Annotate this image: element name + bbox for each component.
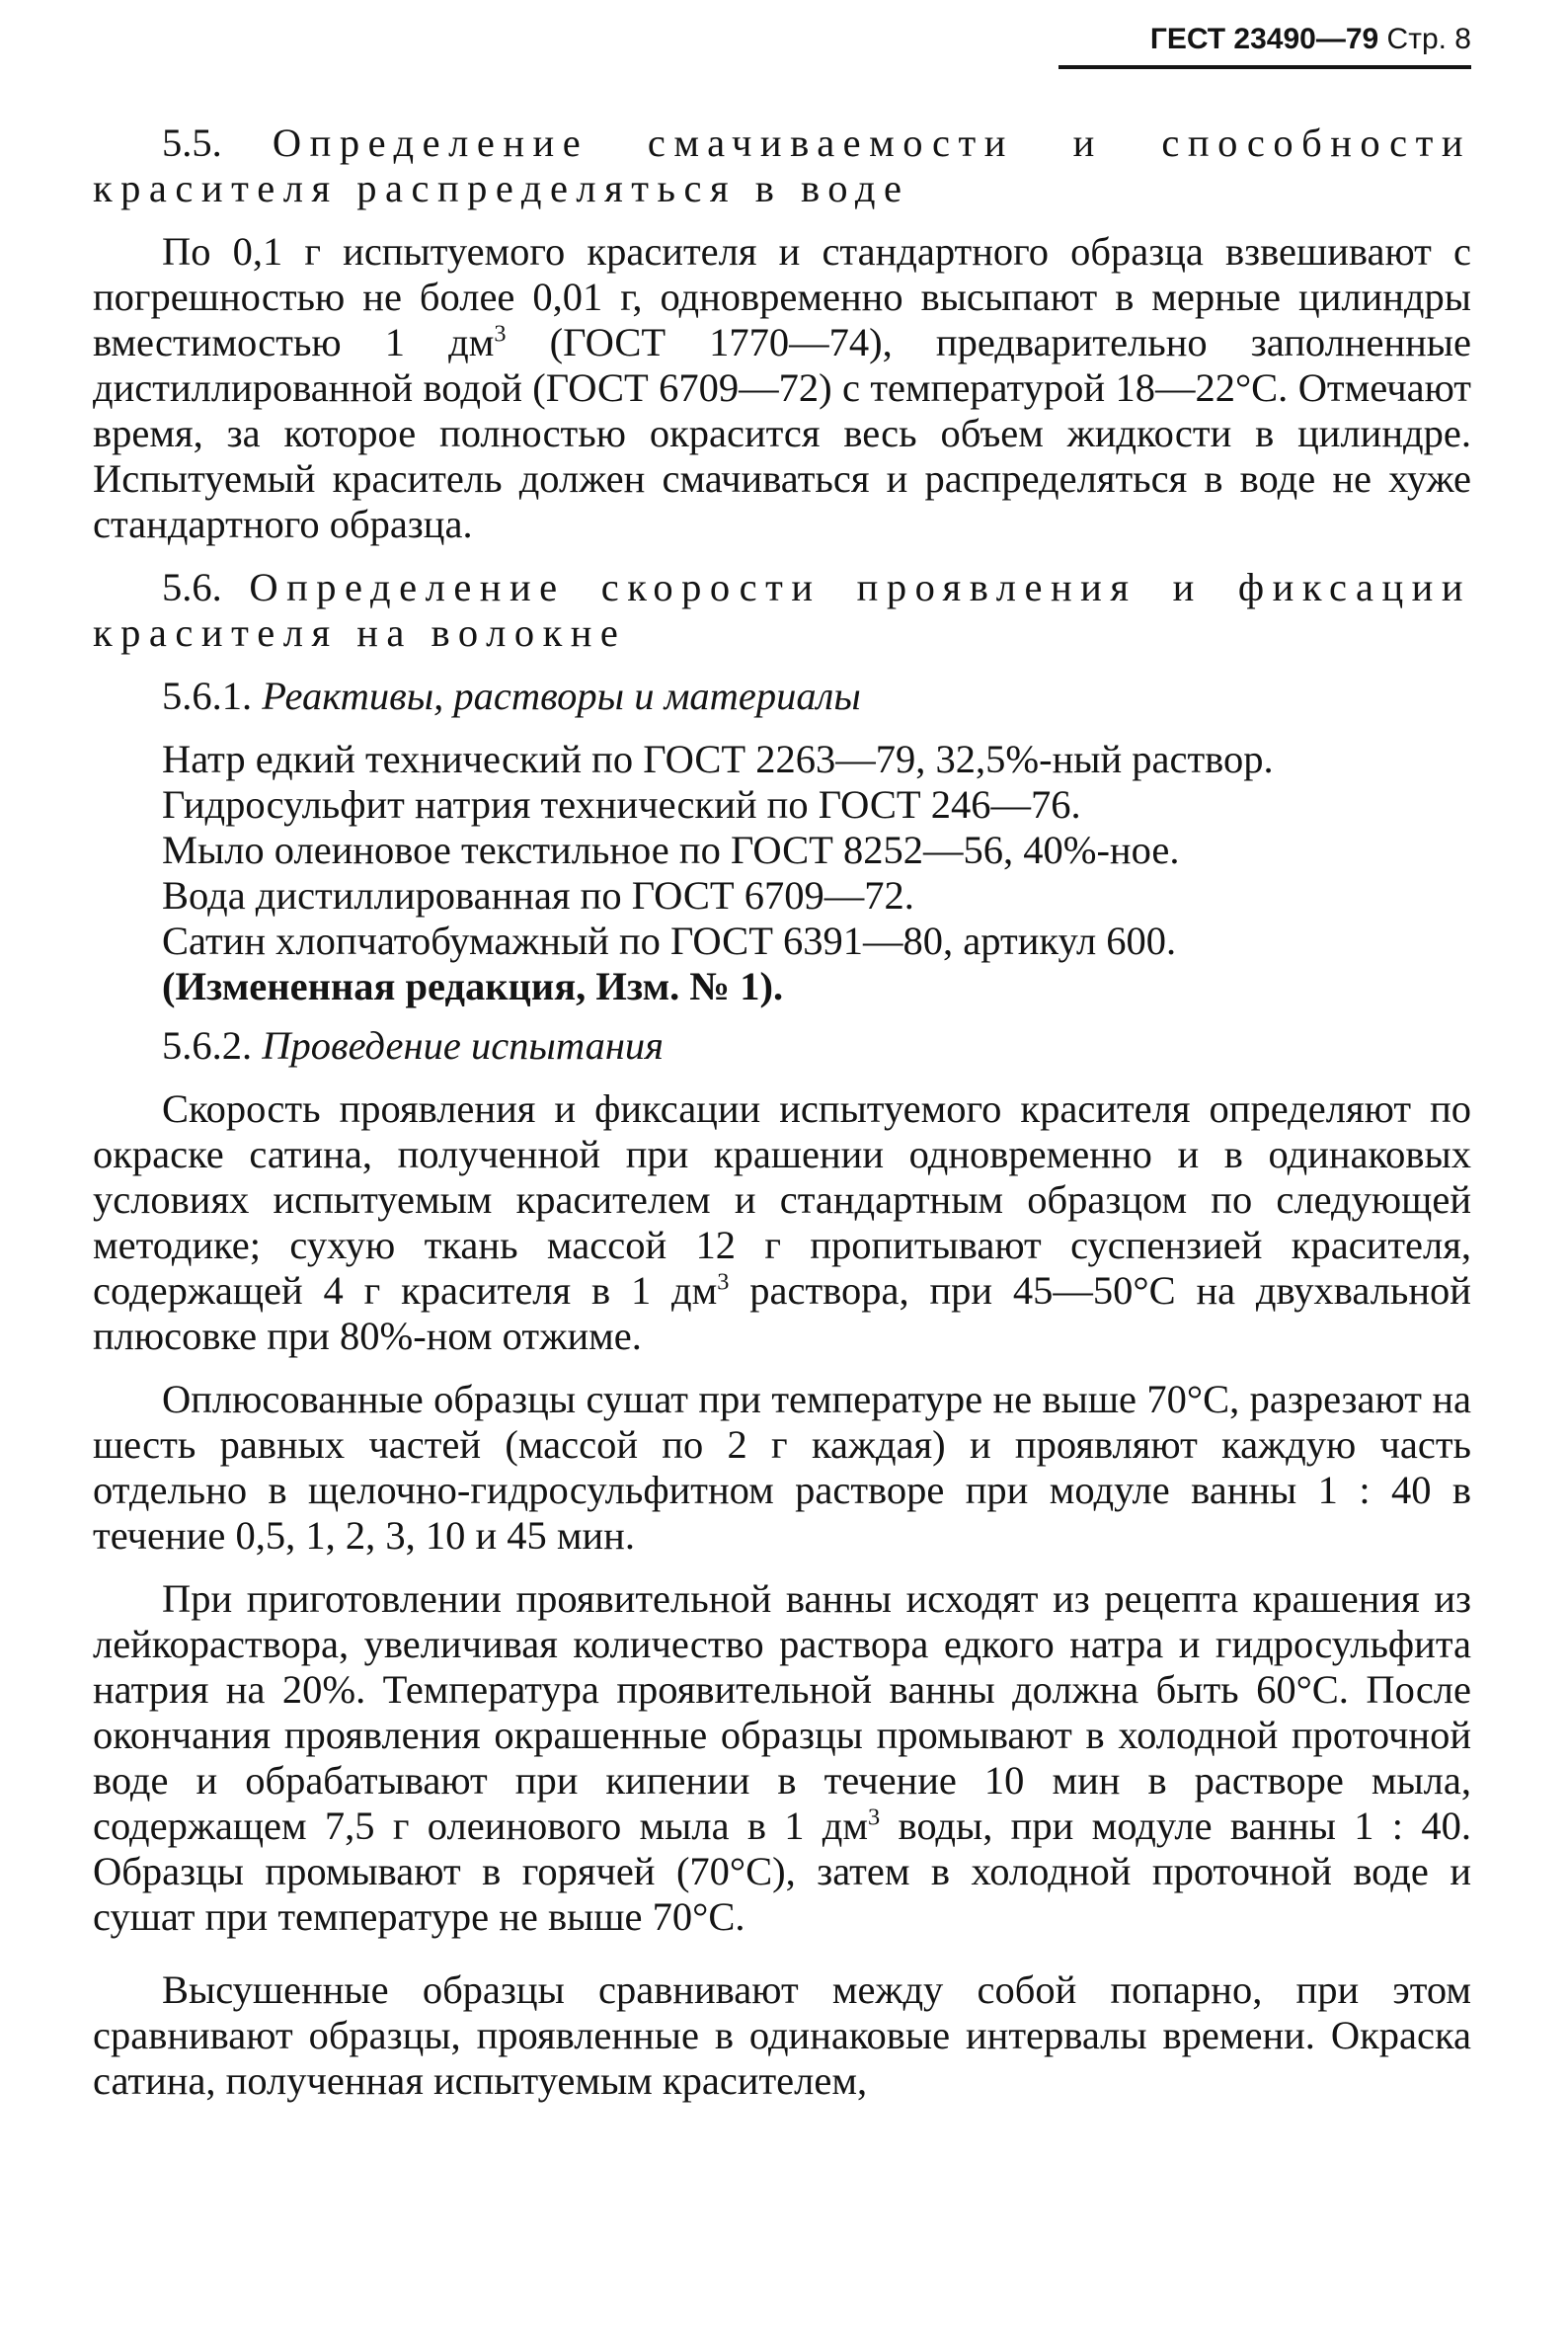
section-5-6-2-paragraph-3 xyxy=(93,1576,1471,1940)
superscript: 3 xyxy=(868,1804,881,1831)
document-body xyxy=(93,120,1471,2122)
section-title: Проведение испытания xyxy=(262,1023,665,1068)
section-number: 5.5. xyxy=(162,120,222,165)
reagent-item: Мыло олеиновое текстильное по ГОСТ 8252—56, 40%-ное. xyxy=(162,828,1180,872)
section-5-6-heading xyxy=(93,565,1471,656)
reagent-item: Гидросульфит натрия технический по ГОСТ 246—76. xyxy=(162,782,1081,827)
section-title: Определение смачиваемости и способности красителя распределяться в воде xyxy=(93,120,1471,210)
paragraph-text: По 0,1 г испытуемого красителя и стандартного образца взвешивают с погрешностью не более 0,01 г, одновременно высыпают в мерные цилиндры вместимостью 1 дм xyxy=(93,229,1471,364)
page-number: Стр. 8 xyxy=(1386,23,1471,55)
superscript: 3 xyxy=(717,1268,730,1296)
section-number: 5.6.2. xyxy=(162,1023,253,1068)
section-title: Определение скорости проявления и фиксации красителя на волокне xyxy=(93,565,1471,655)
page-header xyxy=(1150,20,1471,59)
section-5-6-2-paragraph-1 xyxy=(93,1086,1471,1359)
paragraph-text: раствора, при 45—50°С на двухвальной плюсовке при 80%-ном отжиме. xyxy=(93,1268,1471,1358)
superscript: 3 xyxy=(494,320,507,348)
reagent-item: Натр едкий технический по ГОСТ 2263—79, 32,5%-ный раствор. xyxy=(162,737,1274,781)
paragraph-text: воды, при модуле ванны 1 : 40. Образцы промывают в горячей (70°С), затем в холодной проточной воде и сушат при температуре не выше 70°С. xyxy=(93,1804,1471,1939)
standard-number: ГЕСТ 23490—79 xyxy=(1149,23,1379,55)
reagent-item: Вода дистиллированная по ГОСТ 6709—72. xyxy=(162,873,914,918)
section-5-5-paragraph xyxy=(93,229,1471,547)
reagent-item: Сатин хлопчатобумажный по ГОСТ 6391—80, артикул 600. xyxy=(162,919,1177,963)
section-number: 5.6.1. xyxy=(162,674,253,718)
section-title: Реактивы, растворы и материалы xyxy=(262,674,861,718)
paragraph-text: При приготовлении проявительной ванны исходят из рецепта крашения из лейкораствора, увеличивая количество раствора едкого натра и гидросульфита натрия на 20%. Температура проявительной ванны должна быть 60°С. После окончания проявления окрашенные образцы промывают в холодной проточной воде и обрабатывают при кипении в течение 10 мин в растворе мыла, содержащем 7,5 г олеинового мыла в 1 дм xyxy=(93,1576,1471,1848)
section-number: 5.6. xyxy=(162,565,222,609)
paragraph-text: Скорость проявления и фиксации испытуемого красителя определяют по окраске сатина, полученной при крашении одновременно и в одинаковых условиях испытуемым красителем и стандартным образцом по следующей методике; сухую ткань массой 12 г пропитывают суспензией красителя, содержащей 4 г красителя в 1 дм xyxy=(93,1086,1471,1313)
section-5-6-2-paragraph-2: Оплюсованные образцы сушат при температуре не выше 70°С, разрезают на шесть равных частей (массой по 2 г каждая) и проявляют каждую часть отдельно в щелочно-гидросульфитном растворе при модуле ванны 1 : 40 в течение 0,5, 1, 2, 3, 10 и 45 мин. xyxy=(93,1377,1471,1558)
paragraph-text: (ГОСТ 1770—74), предварительно заполненные дистиллированной водой (ГОСТ 6709—72) с температурой 18—22°С. Отмечают время, за которое полностью окрасится весь объем жидкости в цилиндре. Испытуемый краситель должен смачиваться и распределяться в воде не хуже стандартного образца. xyxy=(93,320,1471,546)
header-rule xyxy=(1058,65,1471,69)
section-5-6-2-paragraph-4: Высушенные образцы сравнивают между собой попарно, при этом сравнивают образцы, проявленные в одинаковые интервалы времени. Окраска сатина, полученная испытуемым красителем, xyxy=(93,1967,1471,2103)
section-5-6-1-heading xyxy=(93,674,1471,719)
section-5-6-2-heading xyxy=(93,1023,1471,1069)
section-5-5-heading xyxy=(93,120,1471,211)
change-note: (Измененная редакция, Изм. № 1). xyxy=(162,964,784,1008)
